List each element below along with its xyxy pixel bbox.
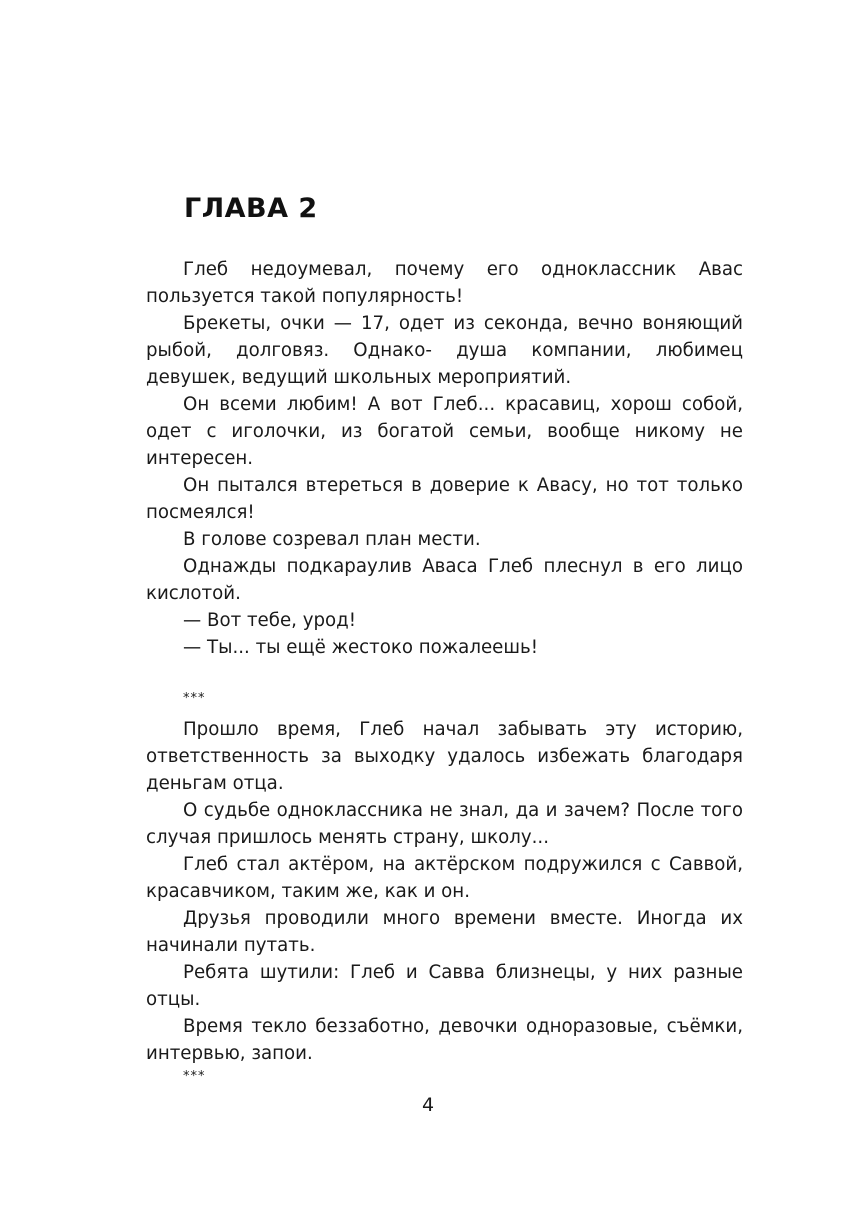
paragraph: Ребята шутили: Глеб и Савва близнецы, у них разные отцы.	[146, 962, 743, 1010]
paragraph: Он всеми любим! А вот Глеб... красавиц, хорош собой, одет с иголочки, из богатой семьи, вообще никому не интересен.	[146, 394, 743, 469]
paragraph: О судьбе одноклассника не знал, да и зачем? После того случая пришлось менять страну, школу...	[146, 800, 743, 848]
paragraph: Прошло время, Глеб начал забывать эту историю, ответственность за выходку удалось избежать благодаря деньгам отца.	[146, 719, 743, 794]
paragraph: Время текло беззаботно, девочки одноразовые, съёмки, интервью, запои.	[146, 1016, 743, 1064]
paragraph: Брекеты, очки — 17, одет из секонда, вечно воняющий рыбой, долговяз. Однако- душа компании, любимец девушек, ведущий школьных мероприятий.	[146, 313, 743, 388]
section-3	[146, 716, 743, 1087]
scene-separator: ***	[183, 1069, 206, 1084]
chapter-title: ГЛАВА 2	[184, 193, 318, 224]
paragraph: Глеб стал актёром, на актёрском подружился с Саввой, красавчиком, таким же, как и он.	[146, 854, 743, 902]
section-1	[146, 256, 743, 553]
scene-separator: ***	[183, 691, 206, 706]
section-separator-1	[146, 685, 743, 712]
dialogue-line: — Вот тебе, урод!	[183, 610, 357, 631]
paragraph: Он пытался втереться в доверие к Авасу, но тот только посмеялся!	[146, 475, 743, 523]
paragraph: В голове созревал план мести.	[183, 529, 481, 550]
paragraph: Однажды подкараулив Аваса Глеб плеснул в его лицо кислотой.	[146, 556, 743, 604]
paragraph: Глеб недоумевал, почему его одноклассник Авас пользуется такой популярность!	[146, 259, 743, 307]
page-number: 4	[421, 1094, 435, 1116]
dialogue-line: — Ты... ты ещё жестоко пожалеешь!	[183, 637, 538, 658]
paragraph: Друзья проводили много времени вместе. Иногда их начинали путать.	[146, 908, 743, 956]
section-2	[146, 553, 743, 661]
